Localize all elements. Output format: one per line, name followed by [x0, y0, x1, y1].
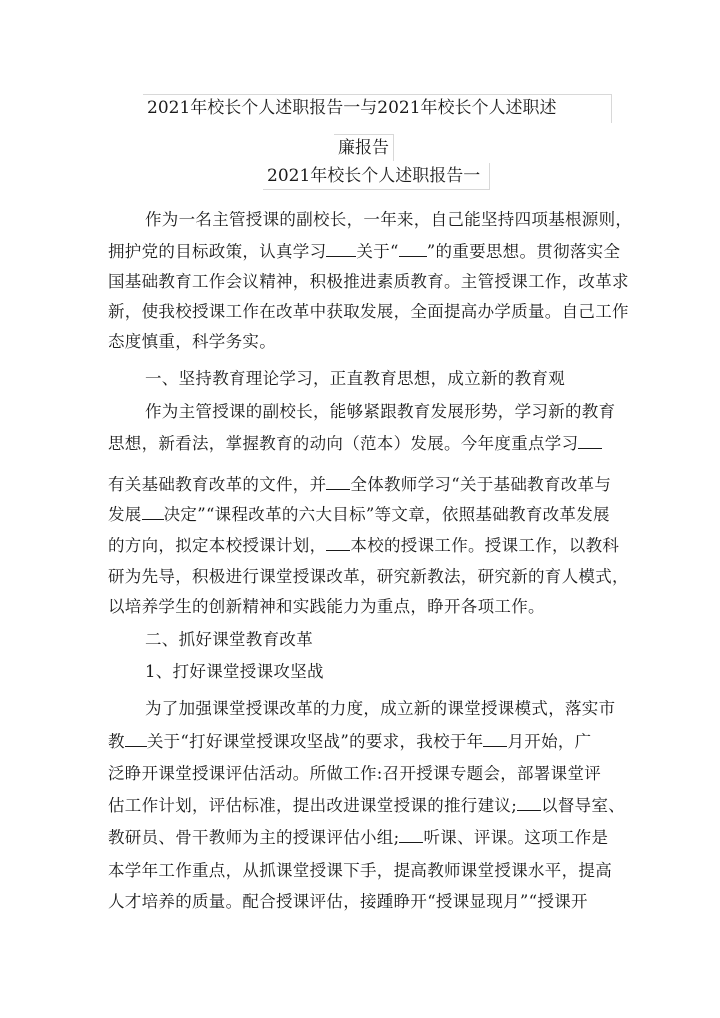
fill-blank [142, 505, 164, 520]
fill-blank [326, 475, 350, 490]
paragraph-line: 教 关于“打好课堂授课攻坚战”的要求，我校于年 月开始，广 [108, 732, 592, 751]
fill-blank [517, 796, 541, 811]
paragraph-line: 有关基础教育改革的文件，并 全体教师学习“关于基础教育改革与 [108, 475, 612, 494]
paragraph-line: 作为一名主管授课的副校长，一年来，自己能坚持四项基根源则， [145, 210, 633, 229]
document-title-line-1: 2021年校长个人述职报告一与2021年校长个人述职述 [143, 94, 612, 123]
paragraph-line: 泛睁开课堂授课评估活动。所做工作:召开授课专题会，部署课堂评 [108, 764, 602, 783]
paragraph-line: 为了加强课堂授课改革的力度，成立新的课堂授课模式，落实市 [145, 699, 616, 718]
paragraph-line: 态度慎重，科学务实。 [108, 332, 276, 351]
paragraph-line: 的方向，拟定本校授课计划， 本校的授课工作。授课工作，以教科 [108, 536, 620, 555]
paragraph-line: 以培养学生的创新精神和实践能力为重点，睁开各项工作。 [108, 597, 545, 616]
document-title-line-2: 廉报告 [334, 134, 394, 161]
paragraph-line: 研为先导，积极进行课堂授课改革，研究新教法，研究新的育人模式， [108, 567, 629, 586]
paragraph-line: 拥护党的目标政策，认真学习 关于“ ”的重要思想。贯彻落实全 [108, 242, 621, 261]
paragraph-line: 人才培养的质量。配合授课评估，接踵睁开“授课显现月”“授课开 [108, 892, 588, 911]
subsection-heading: 1、打好课堂授课攻坚战 [145, 662, 324, 681]
fill-blank [399, 242, 427, 257]
fill-blank [399, 828, 423, 843]
fill-blank [125, 732, 147, 747]
paragraph-line: 估工作计划，评估标准，提出改进课堂授课的推行建议; 以督导室、 [108, 796, 626, 815]
paragraph-line: 思想，新看法，掌握教育的动向（范本）发展。今年度重点学习 [108, 432, 608, 456]
paragraph-line: 本学年工作重点，从抓课堂授课下手，提高教师课堂授课水平，提高 [108, 861, 612, 880]
fill-blank [578, 434, 602, 449]
fill-blank [326, 536, 350, 551]
fill-blank [483, 732, 507, 747]
paragraph-line: 作为主管授课的副校长，能够紧跟教育发展形势，学习新的教育 [145, 402, 616, 421]
section-heading: 一、坚持教育理论学习，正直教育思想，成立新的教育观 [145, 369, 565, 388]
section-heading: 二、抓好课堂教育改革 [145, 630, 313, 649]
paragraph-line: 教研员、骨干教师为主的授课评估小组; 听课、评课。这项工作是 [108, 828, 609, 847]
paragraph-line: 发展 决定”“课程改革的六大目标”等文章，依照基础教育改革发展 [108, 505, 610, 524]
paragraph-line: 国基础教育工作会议精神，积极推进素质教育。主管授课工作，改革求 [108, 272, 629, 291]
document-subtitle: 2021年校长个人述职报告一 [263, 163, 490, 190]
fill-blank [326, 242, 356, 257]
paragraph-line: 新，使我校授课工作在改革中获取发展，全面提高办学质量。自己工作 [108, 302, 629, 321]
